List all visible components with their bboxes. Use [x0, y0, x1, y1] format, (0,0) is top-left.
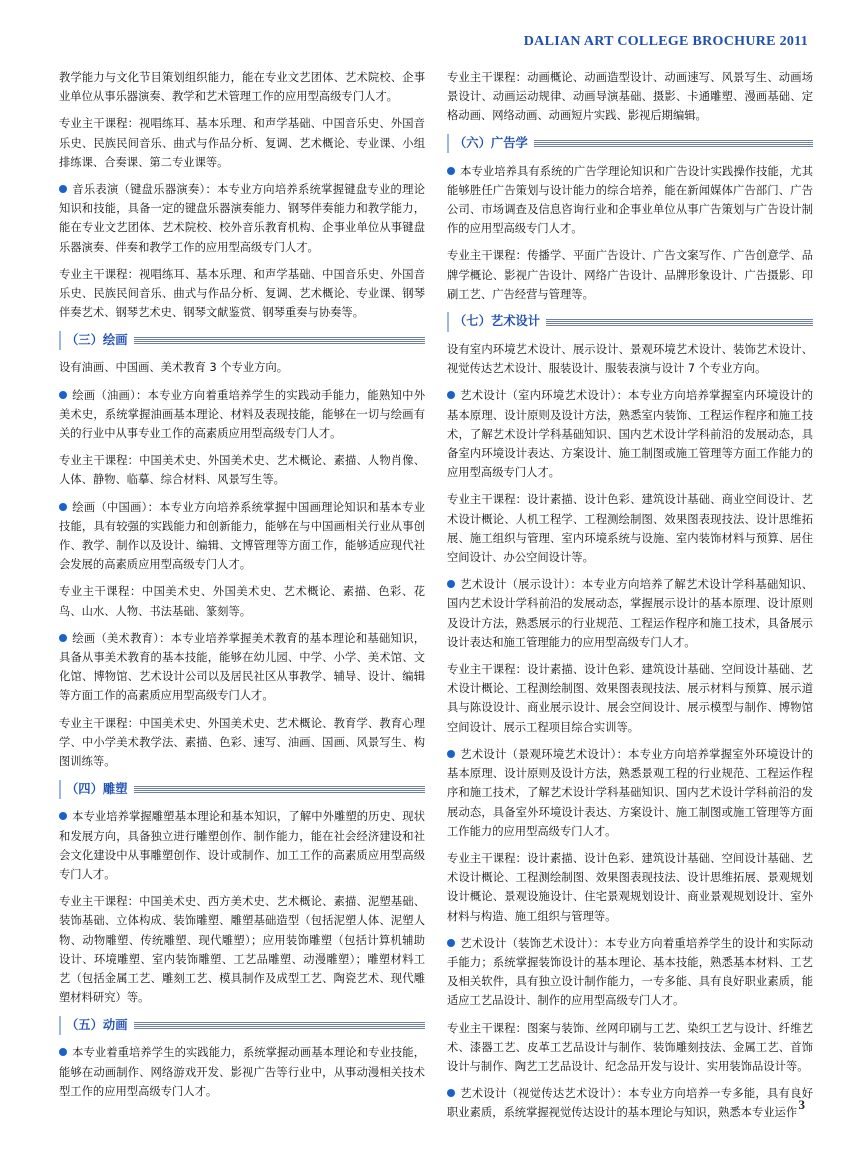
section-rule	[134, 786, 426, 793]
section-heading-label: （五）动画	[59, 1016, 134, 1035]
paragraph-text: 艺术设计（展示设计）：本专业方向培养了解艺术设计学科基础知识、国内艺术设计学科前沿的发展动态，掌握展示设计的基本原理、设计原则及设计方法，熟悉展示的行业规范、工程运作程序和施工技术，具备展示设计表达和施工管理能力的应用型高级专门人才。	[447, 578, 813, 649]
paragraph	[447, 386, 813, 482]
paragraph: 设有油画、中国画、美术教育 3 个专业方向。	[59, 361, 289, 375]
paragraph-text: 艺术设计（装饰艺术设计）：本专业方向着重培养学生的设计和实际动手能力；系统掌握装饰设计的基本理论、基本技能，熟悉基本材料、工艺及相关软件，具有独立设计制作能力，一专多能、具有良好职业素质，能适应工艺品设计、制作的应用型高级专门人才。	[447, 936, 813, 1008]
section-heading-label: （七）艺术设计	[447, 312, 546, 331]
paragraph-text: 本专业着重培养学生的实践能力，系统掌握动画基本理论和专业技能，能够在动画制作、网络游戏开发、影视广告等行业中，从事动漫相关技术型工作的应用型高级专门人才。	[59, 1046, 425, 1098]
bullet-icon	[447, 939, 455, 947]
bullet-icon	[59, 634, 67, 642]
page-number: 3	[798, 1097, 805, 1112]
section-rule	[546, 319, 813, 326]
paragraph: 专业主干课程：传播学、平面广告设计、广告文案写作、广告创意学、品牌学概论、影视广告设计、网络广告设计、品牌形象设计、广告摄影、印刷工艺、广告经营与管理等。	[447, 249, 813, 301]
right-column	[447, 68, 813, 1131]
paragraph: 专业主干课程：视唱练耳、基本乐理、和声学基础、中国音乐史、外国音乐史、民族民间音乐、曲式与作品分析、复调、艺术概论、专业课、小组排练课、合奏课、第二专业课等。	[59, 117, 425, 169]
paragraph	[59, 1043, 425, 1101]
paragraph	[59, 180, 425, 257]
section-heading-label: （六）广告学	[447, 134, 534, 153]
paragraph-text: 本专业培养具有系统的广告学理论知识和广告设计实践操作技能，尤其能够胜任广告策划与设计能力的综合培养，能在新闻媒体广告部门、广告公司、市场调查及信息咨询行业和企事业单位从事广告策划与广告设计制作的应用型高级专门人才。	[447, 164, 813, 236]
section-rule	[134, 1022, 426, 1029]
paragraph: 专业主干课程：设计素描、设计色彩、建筑设计基础、商业空间设计、艺术设计概论、人机工程学、工程测绘制图、效果图表现技法、设计思维拓展、施工组织与管理、室内环境系统与设施、室内装饰材料与预算、居住空间设计、办公空间设计等。	[447, 493, 813, 565]
paragraph	[59, 498, 425, 575]
paragraph	[447, 934, 813, 1011]
paragraph	[447, 745, 813, 841]
paragraph: 专业主干课程：动画概论、动画造型设计、动画速写、风景写生、动画场景设计、动画运动规律、动画导演基础、摄影、卡通雕塑、漫画基础、定格动画、网络动画、动画短片实践、影视后期编辑。	[447, 71, 813, 123]
paragraph: 专业主干课程：中国美术史、外国美术史、艺术概论、素描、色彩、花鸟、山水、人物、书法基础、篆刻等。	[59, 585, 425, 618]
paragraph-text: 艺术设计（景观环境艺术设计）：本专业方向培养掌握室外环境设计的基本原理、设计原则及设计方法，熟悉景观工程的行业规范、工程运作程序和施工技术，了解艺术设计学科基础知识、国内艺术设计学科前沿的发展动态，具备室外环境设计表达、方案设计、施工制图或施工管理等方面工作能力的应用型高级专门人才。	[447, 747, 813, 838]
paragraph-text: 绘画（美术教育）：本专业培养掌握美术教育的基本理论和基础知识，具备从事美术教育的基本技能，能够在幼儿园、中学、小学、美术馆、文化馆、博物馆、艺术设计公司以及居民社区从事教学、辅导、设计、编辑等方面工作的高素质应用型高级专门人才。	[59, 631, 425, 703]
paragraph-text: 绘画（油画）：本专业方向着重培养学生的实践动手能力，能熟知中外美术史，系统掌握油画基本理论、材料及表现技能，能够在一切与绘画有关的行业中从事专业工作的高素质应用型高级专门人才。	[59, 388, 425, 441]
paragraph	[447, 162, 813, 239]
bullet-icon	[447, 1089, 455, 1097]
section-heading-label: （四）雕塑	[59, 780, 134, 799]
section-heading	[59, 779, 425, 799]
paragraph	[447, 1084, 813, 1122]
paragraph	[59, 386, 425, 444]
left-column	[59, 68, 425, 1109]
paragraph: 专业主干课程：中国美术史、外国美术史、艺术概论、素描、人物肖像、人体、静物、临摹、综合材料、风景写生等。	[59, 454, 425, 487]
paragraph: 专业主干课程：设计素描、设计色彩、建筑设计基础、空间设计基础、艺术设计概论、工程测绘制图、效果图表现技法、设计思维拓展、景观规划设计概论、景观设施设计、住宅景观规划设计、商业景观规划设计、室外材料与构造、施工组织与管理等。	[447, 851, 813, 923]
paragraph: 专业主干课程：图案与装饰、丝网印刷与工艺、染织工艺与设计、纤维艺术、漆器工艺、皮革工艺品设计与制作、装饰雕刻技法、金属工艺、首饰设计与制作、陶艺工艺品设计、纪念品开发与设计、实用装饰品设计等。	[447, 1021, 813, 1073]
bullet-icon	[59, 1048, 67, 1056]
bullet-icon	[447, 750, 455, 758]
section-heading-label: （三）绘画	[59, 331, 134, 350]
paragraph	[59, 807, 425, 884]
bullet-icon	[59, 185, 67, 193]
bullet-icon	[447, 580, 455, 588]
section-heading	[59, 1015, 425, 1035]
bullet-icon	[59, 503, 67, 511]
paragraph-text: 绘画（中国画）：本专业方向培养系统掌握中国画理论知识和基本专业技能，具有较强的实践能力和创新能力，能够在与中国画相关行业从事创作、教学、制作以及设计、编辑、文博管理等方面工作，能够适应现代社会发展的高素质应用型高级专门人才。	[59, 500, 425, 572]
paragraph-text: 艺术设计（视觉传达艺术设计）：本专业方向培养一专多能，具有良好职业素质，系统掌握视觉传达设计的基本理论与知识，熟悉本专业运作	[447, 1087, 813, 1120]
section-rule	[134, 337, 426, 344]
bullet-icon	[447, 391, 455, 399]
section-heading	[447, 312, 813, 332]
bullet-icon	[59, 812, 67, 820]
paragraph	[59, 629, 425, 706]
brochure-header-title: DALIAN ART COLLEGE BROCHURE 2011	[523, 34, 808, 49]
paragraph: 专业主干课程：中国美术史、西方美术史、艺术概论、素描、泥塑基础、装饰基础、立体构成、装饰雕塑、雕塑基础造型（包括泥塑人体、泥塑人物、动物雕塑、传统雕塑、现代雕塑）；应用装饰雕塑（包括计算机辅助设计、环境雕塑、室内装饰雕塑、工艺品雕塑、动漫雕塑）；雕塑材料工艺（包括金属工艺、雕刻工艺、模具制作及成型工艺、陶瓷艺术、现代雕塑材料研究）等。	[59, 895, 425, 1005]
paragraph-text: 本专业培养掌握雕塑基本理论和基本知识，了解中外雕塑的历史、现状和发展方向，具备独立进行雕塑创作、制作能力，能在社会经济建设和社会文化建设中从事雕塑创作、设计或制作、加工工作的高素质应用型高级专门人才。	[59, 810, 425, 881]
paragraph: 专业主干课程：设计素描、设计色彩、建筑设计基础、空间设计基础、艺术设计概论、工程测绘制图、效果图表现技法、展示材料与预算、展示道具与陈设设计、商业展示设计、展会空间设计、展示模型与制作、博物馆空间设计、展示工程项目综合实训等。	[447, 663, 813, 734]
paragraph: 设有室内环境艺术设计、展示设计、景观环境艺术设计、装饰艺术设计、视觉传达艺术设计、服装设计、服装表演与设计 7 个专业方向。	[447, 343, 813, 376]
paragraph: 专业主干课程：视唱练耳、基本乐理、和声学基础、中国音乐史、外国音乐史、民族民间音乐、曲式与作品分析、复调、艺术概论、专业课、钢琴伴奏艺术、钢琴艺术史、钢琴文献鉴赏、钢琴重奏与协奏等。	[59, 267, 425, 320]
section-rule	[534, 140, 813, 147]
paragraph-text: 音乐表演（键盘乐器演奏）：本专业方向培养系统掌握键盘专业的理论知识和技能，具备一定的键盘乐器演奏能力、钢琴伴奏能力和教学能力，能在专业文艺团体、艺术院校、校外音乐教育机构、企事业单位从事键盘乐器演奏、伴奏和教学工作的应用型高级专门人才。	[59, 183, 425, 254]
paragraph-text: 艺术设计（室内环境艺术设计）：本专业方向培养掌握室内环境设计的基本原理、设计原则及设计方法，熟悉室内装饰、工程运作程序和施工技术，了解艺术设计学科基础知识、国内艺术设计学科前沿的发展动态，具备室内环境设计表达、方案设计、施工制图或施工管理等方面工作能力的应用型高级专门人才。	[447, 389, 813, 480]
paragraph: 专业主干课程：中国美术史、外国美术史、艺术概论、教育学、教育心理学、中小学美术教学法、素描、色彩、速写、油画、国画、风景写生、构图训练等。	[59, 716, 425, 769]
section-heading	[59, 330, 425, 350]
section-heading	[447, 134, 813, 154]
bullet-icon	[447, 167, 455, 175]
paragraph: 教学能力与文化节目策划组织能力，能在专业文艺团体、艺术院校、企事业单位从事乐器演奏、教学和艺术管理工作的应用型高级专门人才。	[59, 71, 425, 104]
bullet-icon	[59, 391, 67, 399]
paragraph	[447, 575, 813, 652]
